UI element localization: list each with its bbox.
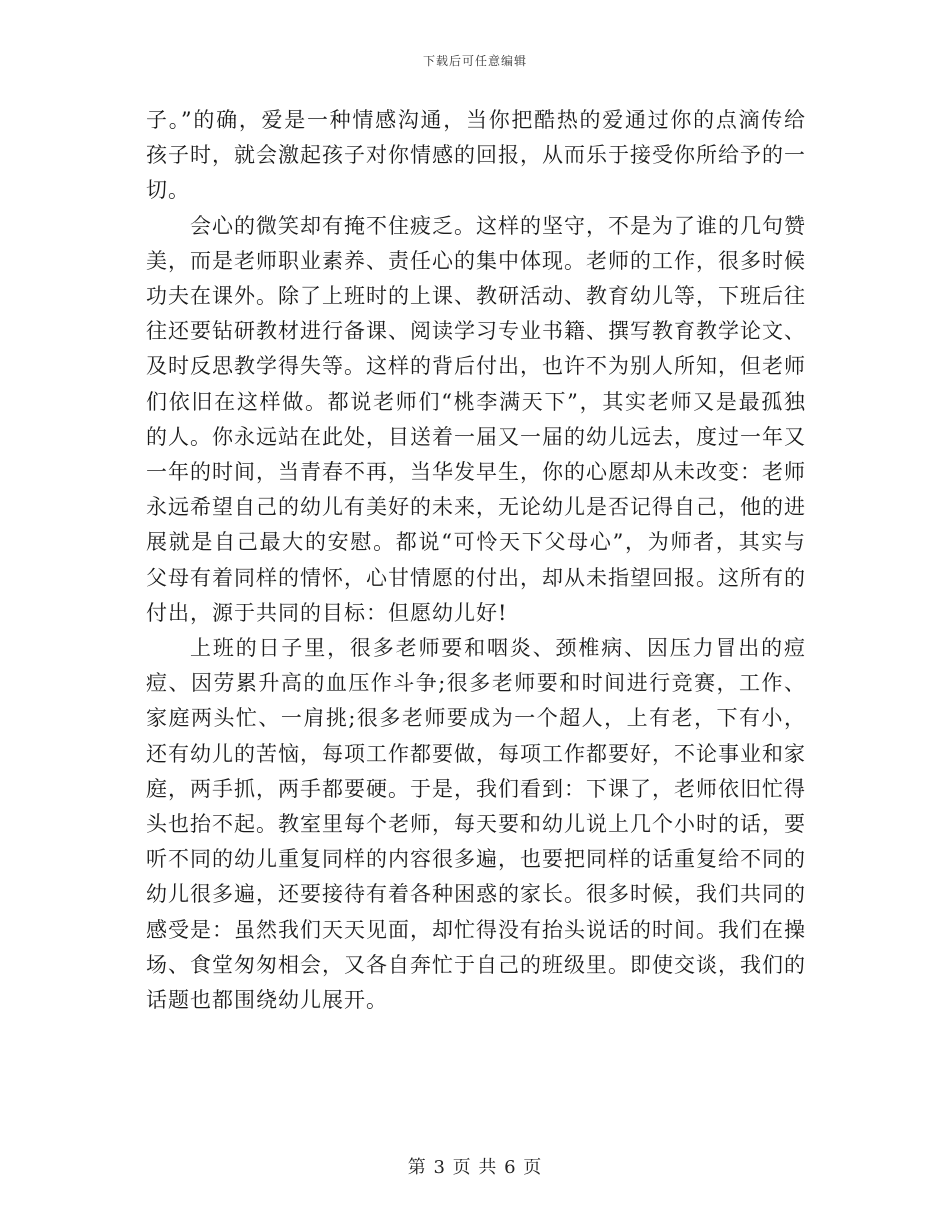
paragraph-continuation: 子。”的确，爱是一种情感沟通，当你把酷热的爱通过你的点滴传给孩子时，就会激起孩子对你情感的回报，从而乐于接受你所给予的一切。 [146, 108, 806, 203]
page-number-footer: 第 3 页 共 6 页 [407, 1157, 543, 1178]
paragraph: 会心的微笑却有掩不住疲乏。这样的坚守，不是为了谁的几句赞美，而是老师职业素养、责任心的集中体现。老师的工作，很多时候功夫在课外。除了上班时的上课、教研活动、教育幼儿等，下班后往往还要钻研教材进行备课、阅读学习专业书籍、撰写教育教学论文、及时反思教学得失等。这样的背后付出，也许不为别人所知，但老师们依旧在这样做。都说老师们“桃李满天下”，其实老师又是最孤独的人。你永远站在此处，目送着一届又一届的幼儿远去，度过一年又一年的时间，当青春不再，当华发早生，你的心愿却从未改变：老师永远希望自己的幼儿有美好的未来，无论幼儿是否记得自己，他的进展就是自己最大的安慰。都说“可怜天下父母心”，为师者，其实与父母有着同样的情怀，心甘情愿的付出，却从未指望回报。这所有的付出，源于共同的目标：但愿幼儿好! [146, 213, 806, 625]
document-body [146, 103, 806, 1018]
paragraph: 上班的日子里，很多老师要和咽炎、颈椎病、因压力冒出的痘痘、因劳累升高的血压作斗争;很多老师要和时间进行竞赛，工作、家庭两头忙、一肩挑;很多老师要成为一个超人，上有老，下有小，还有幼儿的苦恼，每项工作都要做，每项工作都要好，不论事业和家庭，两手抓，两手都要硬。于是，我们看到：下课了，老师依旧忙得头也抬不起。教室里每个老师，每天要和幼儿说上几个小时的话，要听不同的幼儿重复同样的内容很多遍，也要把同样的话重复给不同的幼儿很多遍，还要接待有着各种困惑的家长。很多时候，我们共同的感受是：虽然我们天天见面，却忙得没有抬头说话的时间。我们在操场、食堂匆匆相会，又各自奔忙于自己的班级里。即使交谈，我们的话题也都围绕幼儿展开。 [146, 636, 806, 1013]
page-header: 下载后可任意编辑 [422, 54, 527, 68]
